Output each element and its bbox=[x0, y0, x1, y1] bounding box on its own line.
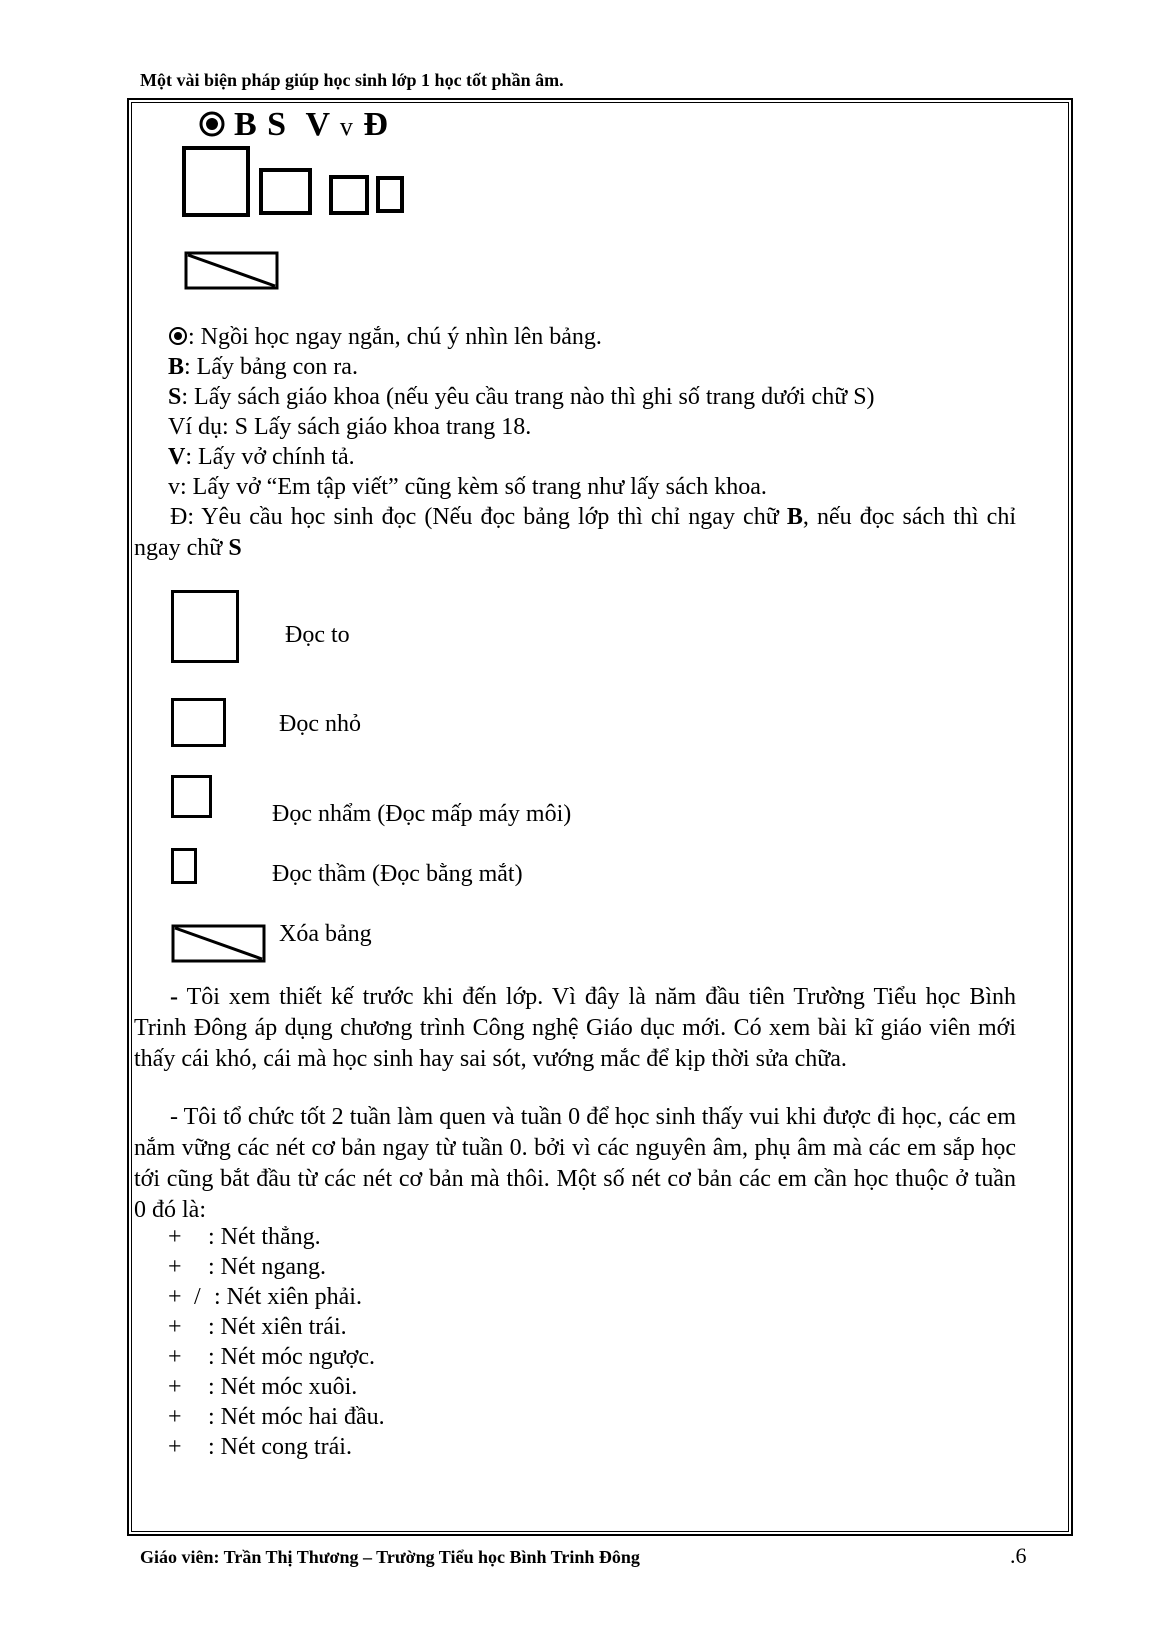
legend-label: Đọc nhỏ bbox=[279, 711, 361, 737]
symbol-small-v: v bbox=[339, 112, 354, 141]
stroke-list-item bbox=[168, 1342, 375, 1372]
legend-label: Xóa bảng bbox=[279, 921, 372, 947]
symbol-letter-d: Đ bbox=[363, 106, 389, 143]
stroke-text: : Nét ngang. bbox=[208, 1254, 326, 1280]
read-silent-box-icon bbox=[171, 848, 197, 884]
definition-d-bold-b: B bbox=[786, 504, 803, 530]
definition-d-prefix: Đ: Yêu cầu học sinh đọc (Nếu đọc bảng lớp thì chỉ ngay chữ bbox=[170, 504, 787, 530]
symbol-row bbox=[198, 106, 389, 144]
stroke-plus: + bbox=[168, 1314, 182, 1340]
definition-key: V bbox=[168, 444, 186, 470]
erase-board-icon bbox=[171, 924, 267, 964]
page-footer: Giáo viên: Trần Thị Thương – Trường Tiểu học Bình Trinh Đông bbox=[140, 1547, 640, 1567]
stroke-list-item bbox=[168, 1402, 385, 1432]
stroke-list-item bbox=[168, 1222, 321, 1252]
definition-line bbox=[168, 322, 602, 352]
paragraph-1-dash: - bbox=[170, 984, 178, 1010]
page-number: .6 bbox=[1010, 1543, 1027, 1568]
definition-line bbox=[168, 472, 767, 502]
circle-dot-icon bbox=[198, 110, 226, 138]
read-loud-box-icon bbox=[182, 146, 250, 217]
paragraph-2 bbox=[134, 1102, 1016, 1226]
symbol-letters: B S V bbox=[234, 106, 331, 143]
definition-text: : Lấy bảng con ra. bbox=[184, 354, 358, 380]
stroke-plus: + bbox=[168, 1284, 182, 1310]
read-soft-box-icon bbox=[259, 168, 312, 215]
definition-text: v: Lấy vở “Em tập viết” cũng kèm số trang như lấy sách khoa. bbox=[168, 474, 767, 500]
stroke-list-item bbox=[168, 1372, 357, 1402]
stroke-plus: + bbox=[168, 1374, 182, 1400]
stroke-symbol: / bbox=[194, 1284, 201, 1310]
stroke-text: : Nét móc ngược. bbox=[208, 1344, 375, 1370]
stroke-plus: + bbox=[168, 1344, 182, 1370]
definition-line bbox=[168, 412, 531, 442]
definition-key: S bbox=[168, 384, 182, 410]
stroke-text: : Nét thẳng. bbox=[208, 1224, 321, 1250]
legend-label: Đọc thầm (Đọc bằng mắt) bbox=[272, 861, 523, 887]
definition-line bbox=[168, 352, 358, 382]
read-mumble-box-icon bbox=[171, 775, 212, 818]
paragraph-2-text: - Tôi tổ chức tốt 2 tuần làm quen và tuần 0 để học sinh thấy vui khi được đi học, các em nắm vững các nét cơ bản ngay từ tuần 0. bởi vì các nguyên âm, phụ âm mà các em sắp học tới cũng bắt đầu từ các nét cơ bản mà thôi. Một số nét cơ bản các em cần học thuộc ở tuần 0 đó là: bbox=[134, 1104, 1016, 1223]
definition-text: : Lấy sách giáo khoa (nếu yêu cầu trang nào thì ghi số trang dưới chữ S) bbox=[181, 384, 875, 410]
definition-d-middle: , nếu đọc sách thì chỉ ngay chữ bbox=[134, 504, 1017, 561]
legend-label: Đọc nhẩm (Đọc mấp máy môi) bbox=[272, 801, 572, 827]
read-loud-box-icon bbox=[171, 590, 239, 663]
stroke-text: : Nét móc xuôi. bbox=[208, 1374, 358, 1400]
paragraph-1 bbox=[134, 982, 1016, 1075]
erase-board-icon bbox=[184, 251, 280, 291]
stroke-plus: + bbox=[168, 1254, 182, 1280]
stroke-plus: + bbox=[168, 1434, 182, 1460]
stroke-text: : Nét móc hai đầu. bbox=[208, 1404, 385, 1430]
definition-key: B bbox=[168, 354, 185, 380]
read-mumble-box-icon bbox=[329, 175, 369, 215]
definition-text: : Ngồi học ngay ngắn, chú ý nhìn lên bảng. bbox=[188, 324, 602, 350]
stroke-text: : Nét xiên trái. bbox=[208, 1314, 347, 1340]
definition-text: : Lấy vở chính tả. bbox=[185, 444, 355, 470]
read-soft-box-icon bbox=[171, 698, 226, 747]
definition-d-bold-s: S bbox=[228, 535, 242, 561]
stroke-list-item bbox=[168, 1252, 326, 1282]
stroke-text: : Nét cong trái. bbox=[208, 1434, 352, 1460]
stroke-text: : Nét xiên phải. bbox=[214, 1284, 362, 1310]
stroke-list-item bbox=[168, 1282, 362, 1312]
stroke-list-item bbox=[168, 1432, 352, 1462]
definition-line bbox=[168, 382, 875, 412]
read-silent-box-icon bbox=[376, 176, 404, 213]
page-header: Một vài biện pháp giúp học sinh lớp 1 học tốt phần âm. bbox=[140, 70, 564, 90]
legend-label: Đọc to bbox=[285, 622, 350, 648]
stroke-plus: + bbox=[168, 1404, 182, 1430]
stroke-plus: + bbox=[168, 1224, 182, 1250]
stroke-list-item bbox=[168, 1312, 347, 1342]
paragraph-1-text: Tôi xem thiết kế trước khi đến lớp. Vì đây là năm đầu tiên Trường Tiểu học Bình Trinh Đông áp dụng chương trình Công nghệ Giáo dục mới. Có xem bài kĩ giáo viên mới thấy cái khó, cái mà học sinh hay sai sót, vướng mắc để kịp thời sửa chữa. bbox=[134, 984, 1016, 1072]
definition-d-paragraph bbox=[134, 502, 1016, 564]
definition-line bbox=[168, 442, 355, 472]
circle-dot-icon bbox=[168, 326, 188, 346]
definition-text: Ví dụ: S Lấy sách giáo khoa trang 18. bbox=[168, 414, 532, 440]
